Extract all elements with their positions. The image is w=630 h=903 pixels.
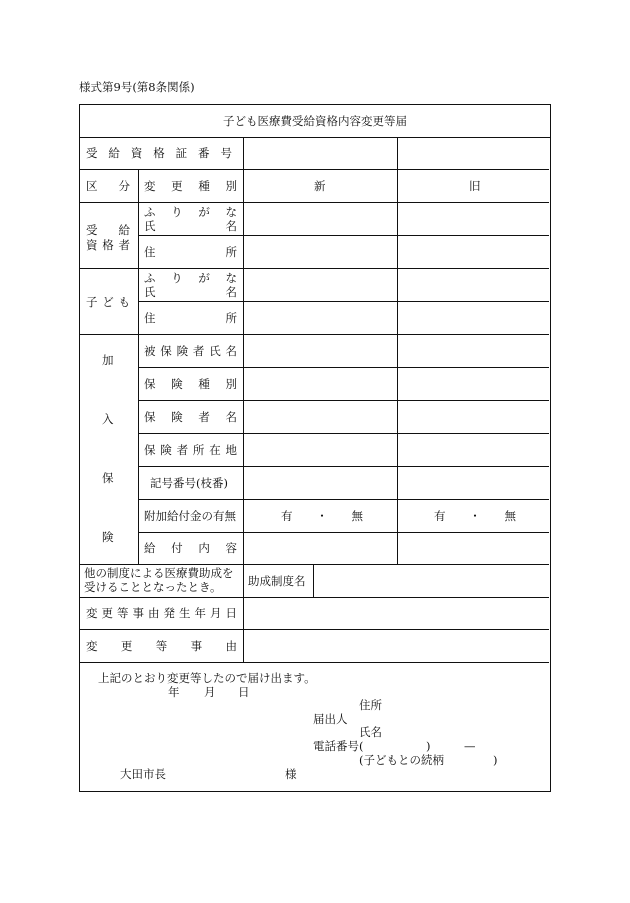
insurer-address-label: 保 険 者 所 在 地: [144, 443, 237, 457]
insurance-char-3: 保: [102, 471, 114, 485]
insurance-char-2: 入: [102, 412, 114, 426]
cert-number-label: 受 給 資 格 証 番 号: [86, 146, 232, 160]
phone-close: ): [426, 739, 431, 753]
kubun-label: 区 分: [86, 179, 130, 193]
child-label: 子 ど も: [86, 295, 130, 309]
declaration-statement: 上記のとおり変更等したので届け出ます。: [98, 671, 316, 685]
child-address-label: 住 所: [144, 311, 237, 325]
furigana-label: ふ り が な: [144, 205, 237, 219]
phone-label: 電話番号(: [313, 739, 364, 753]
insured-name-label: 被 保 険 者 氏 名: [144, 344, 237, 358]
change-type-label: 変 更 種 別: [144, 179, 237, 193]
insurance-char-4: 険: [102, 530, 114, 544]
change-notification-form: [79, 104, 551, 792]
sama-label: 様: [285, 767, 297, 781]
mayor-label: 大田市長: [120, 767, 166, 781]
symbol-number-label: 記号番号(枝番): [150, 476, 228, 490]
insurance-type-label: 保 険 種 別: [144, 377, 237, 391]
change-reason-label: 変 更 等 事 由: [86, 639, 237, 653]
other-system-label-2: 受けることとなったとき。: [84, 580, 222, 594]
phone-dash: —: [464, 739, 476, 753]
old-ari-nashi: 有 ・ 無: [434, 509, 516, 523]
date-month: 月: [204, 685, 216, 699]
relation-label: (子どもとの続柄: [359, 753, 444, 767]
form-number: 様式第9号(第8条関係): [79, 80, 195, 94]
subsidy-name-label: 助成制度名: [248, 574, 306, 588]
change-date-label: 変 更 等 事 由 発 生 年 月 日: [86, 606, 237, 620]
submitter-address-label: 住所: [359, 698, 382, 712]
other-system-label-1: 他の制度による医療費助成を: [84, 566, 234, 580]
submitter-label: 届出人: [313, 712, 348, 726]
benefit-content-label: 給 付 内 容: [144, 541, 237, 555]
new-ari-nashi: 有 ・ 無: [281, 509, 363, 523]
recipient-label: 受 給: [86, 223, 130, 237]
child-name-label: 氏 名: [144, 285, 237, 299]
address-label: 住 所: [144, 245, 237, 259]
date-year: 年: [168, 685, 180, 699]
new-column-header: 新: [314, 179, 326, 193]
recipient-label-2: 資 格 者: [86, 238, 130, 252]
date-day: 日: [238, 685, 250, 699]
old-column-header: 旧: [469, 179, 481, 193]
form-title: 子ども医療費受給資格内容変更等届: [80, 105, 550, 138]
child-furigana-label: ふ り が な: [144, 271, 237, 285]
name-label: 氏 名: [144, 219, 237, 233]
insurance-char-1: 加: [102, 353, 114, 367]
additional-benefit-label: 附加給付金の有無: [144, 509, 236, 523]
relation-close: ): [493, 753, 498, 767]
insurer-label: 保 険 者 名: [144, 410, 237, 424]
submitter-name-label: 氏名: [359, 725, 382, 739]
